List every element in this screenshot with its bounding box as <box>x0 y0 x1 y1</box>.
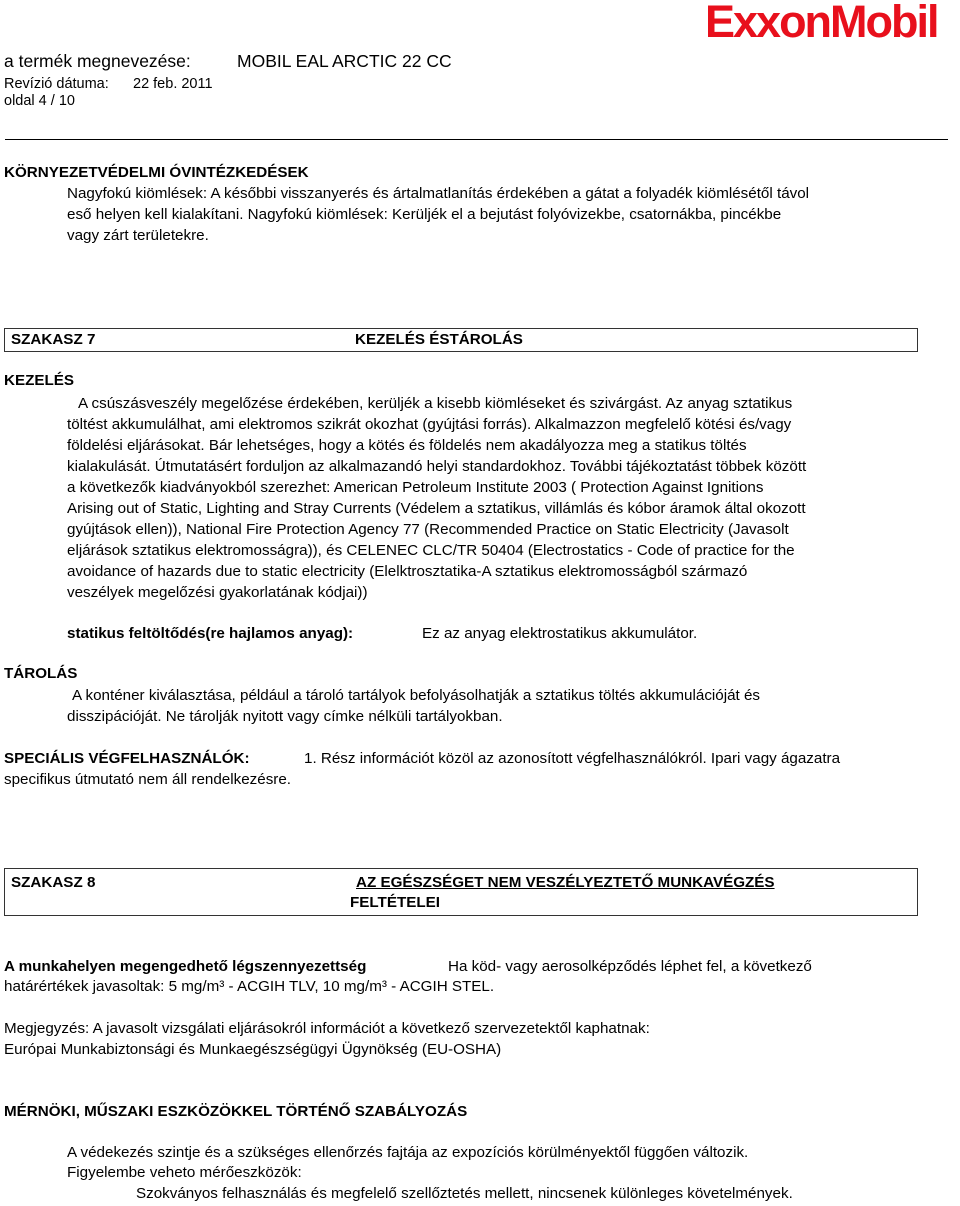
handling-line-5: a következők kiadványokból szerezhet: American Petroleum Institute 2003 ( Protection Against Ignitions <box>67 479 764 496</box>
special-end-users-text-1: 1. Rész információt közöl az azonosított végfelhasználókról. Ipari vagy ágazatra <box>304 750 841 767</box>
section-8-number: SZAKASZ 8 <box>11 874 96 891</box>
static-accumulator-value: Ez az anyag elektrostatikus akkumulátor. <box>422 625 698 642</box>
engineering-line-3: Szokványos felhasználás és megfelelő szellőztetés mellett, nincsenek különleges követelmények. <box>136 1185 793 1202</box>
storage-line-1: A konténer kiválasztása, például a tároló tartályok befolyásolhatják a sztatikus töltés akkumulációját és <box>72 687 761 704</box>
revision-date: 22 feb. 2011 <box>133 76 213 92</box>
page-number: oldal 4 / 10 <box>4 93 75 109</box>
product-label: a termék megnevezése: <box>4 51 191 71</box>
handling-line-6: Arising out of Static, Lighting and Stray Currents (Védelem a sztatikus, villámlás és kóbor áramok által okozott <box>67 500 806 517</box>
storage-heading: TÁROLÁS <box>4 665 78 682</box>
note-line-2: Európai Munkabiztonsági és Munkaegészségügyi Ügynökség (EU-OSHA) <box>4 1041 502 1058</box>
section-7-number: SZAKASZ 7 <box>11 331 96 348</box>
static-accumulator-label: statikus feltöltődés(re hajlamos anyag): <box>67 625 354 642</box>
product-name: MOBIL EAL ARCTIC 22 CC <box>237 51 452 71</box>
environmental-line-1: Nagyfokú kiömlések: A későbbi visszanyerés és ártalmatlanítás érdekében a gátat a folyadék kiömlésétől távol <box>67 185 810 202</box>
section-7-title: KEZELÉS ÉSTÁROLÁS <box>355 331 523 348</box>
handling-heading: KEZELÉS <box>4 372 75 389</box>
section-8-title-line-2: FELTÉTELEI <box>350 894 440 911</box>
section-8-header <box>4 868 918 916</box>
storage-line-2: disszipációját. Ne tárolják nyitott vagy címke nélküli tartályokban. <box>67 708 503 725</box>
special-end-users-text-2: specifikus útmutató nem áll rendelkezésre. <box>4 771 292 788</box>
handling-line-4: kialakulását. Útmutatásért forduljon az alkalmazandó helyi standardokhoz. További tájékoztatást többek között <box>67 458 807 475</box>
handling-line-1: A csúszásveszély megelőzése érdekében, kerüljék a kisebb kiömléseket és szivárgást. Az anyag sztatikus <box>78 395 793 412</box>
header-divider <box>5 139 948 140</box>
exposure-limits-text-2: határértékek javasoltak: 5 mg/m³ - ACGIH TLV, 10 mg/m³ - ACGIH STEL. <box>4 978 495 995</box>
environmental-line-2: eső helyen kell kialakítani. Nagyfokú kiömlések: Kerüljék el a bejutást folyóvizekbe, csatornákba, pincékbe <box>67 206 782 223</box>
exposure-limits-label: A munkahelyen megengedhető légszennyezettség <box>4 958 367 975</box>
handling-line-3: földelési eljárásokat. Bár lehetséges, hogy a kötés és földelés nem akadályozza meg a statikus töltés <box>67 437 747 454</box>
engineering-line-2: Figyelembe veheto mérőeszközök: <box>67 1164 302 1181</box>
exposure-limits-text-1: Ha köd- vagy aerosolképződés léphet fel, a következő <box>448 958 812 975</box>
section-8-title-line-1: AZ EGÉSZSÉGET NEM VESZÉLYEZTETŐ MUNKAVÉGZÉS <box>356 874 775 891</box>
engineering-controls-heading: MÉRNÖKI, MŰSZAKI ESZKÖZÖKKEL TÖRTÉNŐ SZABÁLYOZÁS <box>4 1103 468 1120</box>
special-end-users-label: SPECIÁLIS VÉGFELHASZNÁLÓK: <box>4 750 250 767</box>
revision-label: Revízió dátuma: <box>4 76 109 92</box>
handling-line-8: eljárások sztatikus elektromosságra)), és CELENEC CLC/TR 50404 (Electrostatics - Code of practice for the <box>67 542 795 559</box>
exxonmobil-logo: ExxonMobil <box>705 0 938 47</box>
handling-line-2: töltést akkumulálhat, ami elektromos szikrát okozhat (gyújtási forrás). Alkalmazzon megfelelő kötési és/vagy <box>67 416 792 433</box>
handling-line-10: veszélyek megelőzési gyakorlatának kódjai)) <box>67 584 368 601</box>
handling-line-9: avoidance of hazards due to static electricity (Elelktrosztatika-A sztatikus elektromosságból származó <box>67 563 748 580</box>
engineering-line-1: A védekezés szintje és a szükséges ellenőrzés fajtája az expozíciós körülményektől függően változik. <box>67 1144 749 1161</box>
environmental-line-3: vagy zárt területekre. <box>67 227 209 244</box>
note-line-1: Megjegyzés: A javasolt vizsgálati eljárásokról információt a következő szervezetektől kaphatnak: <box>4 1020 650 1037</box>
section-7-header <box>4 328 918 352</box>
environmental-heading: KÖRNYEZETVÉDELMI ÓVINTÉZKEDÉSEK <box>4 164 309 181</box>
handling-line-7: gyújtások ellen)), National Fire Protection Agency 77 (Recommended Practice on Static Electricity (Javasolt <box>67 521 789 538</box>
